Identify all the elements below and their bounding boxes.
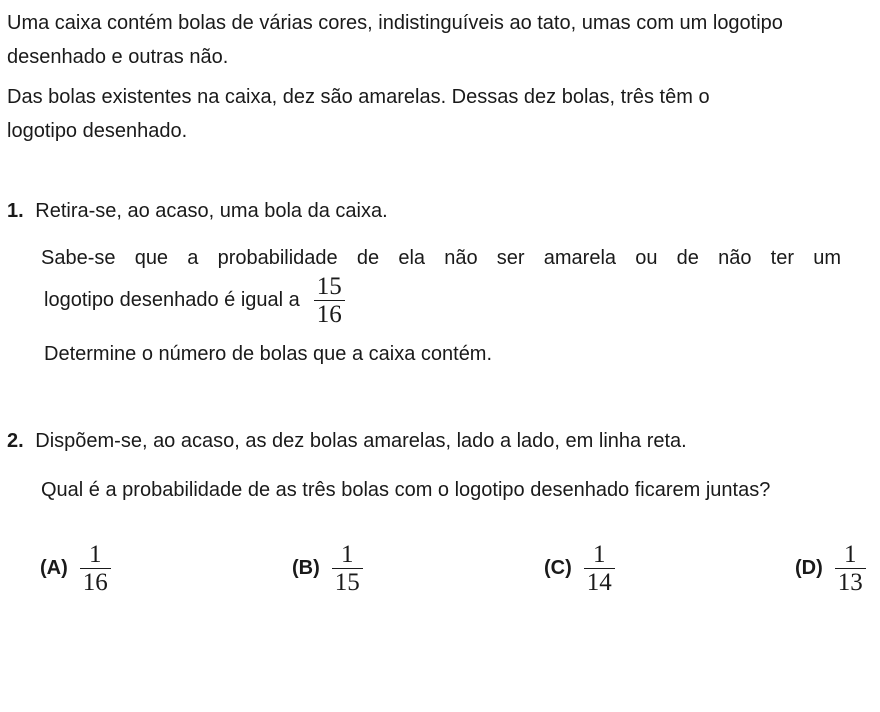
- option-a-label: (A): [40, 557, 68, 579]
- option-c-fraction: [584, 542, 615, 595]
- option-d-label: (D): [795, 557, 823, 579]
- question-2-question: Qual é a probabilidade de as três bolas com o logotipo desenhado ficarem juntas?: [41, 479, 771, 501]
- question-1-task: Determine o número de bolas que a caixa contém.: [44, 343, 493, 365]
- option-a[interactable]: [40, 542, 111, 595]
- option-d-denominator: 13: [837, 569, 863, 596]
- option-d[interactable]: [795, 542, 866, 595]
- fraction-numerator: 15: [316, 273, 342, 300]
- option-c-label: (C): [544, 557, 572, 579]
- option-d-fraction: [835, 542, 866, 595]
- intro-line-1: Uma caixa contém bolas de várias cores, indistinguíveis ao tato, umas com um logotipo: [7, 12, 783, 34]
- question-1-statement-line-2: [44, 274, 345, 327]
- option-b[interactable]: [292, 542, 363, 595]
- question-1-text: Retira-se, ao acaso, uma bola da caixa.: [35, 200, 388, 222]
- fraction-denominator: 16: [316, 301, 342, 328]
- question-2-heading: [7, 430, 687, 453]
- intro-line-3: Das bolas existentes na caixa, dez são amarelas. Dessas dez bolas, três têm o: [7, 86, 710, 108]
- option-a-numerator: 1: [89, 541, 102, 568]
- option-b-fraction: [332, 542, 363, 595]
- question-1-statement-line-1: Sabe-se que a probabilidade de ela não ser amarela ou de não ter um: [41, 247, 841, 269]
- option-b-denominator: 15: [334, 569, 360, 596]
- probability-fraction: [314, 274, 345, 327]
- intro-line-4: logotipo desenhado.: [7, 120, 188, 142]
- question-1-heading: [7, 200, 388, 223]
- option-b-label: (B): [292, 557, 320, 579]
- option-c-denominator: 14: [586, 569, 612, 596]
- option-c[interactable]: [544, 542, 615, 595]
- question-1-number: 1.: [7, 200, 24, 222]
- option-c-numerator: 1: [593, 541, 606, 568]
- option-d-numerator: 1: [844, 541, 857, 568]
- question-2-text: Dispõem-se, ao acaso, as dez bolas amarelas, lado a lado, em linha reta.: [35, 430, 687, 452]
- question-2-number: 2.: [7, 430, 24, 452]
- option-b-numerator: 1: [341, 541, 354, 568]
- option-a-denominator: 16: [82, 569, 108, 596]
- question-1-statement-text: logotipo desenhado é igual a: [44, 289, 300, 311]
- intro-line-2: desenhado e outras não.: [7, 46, 229, 68]
- option-a-fraction: [80, 542, 111, 595]
